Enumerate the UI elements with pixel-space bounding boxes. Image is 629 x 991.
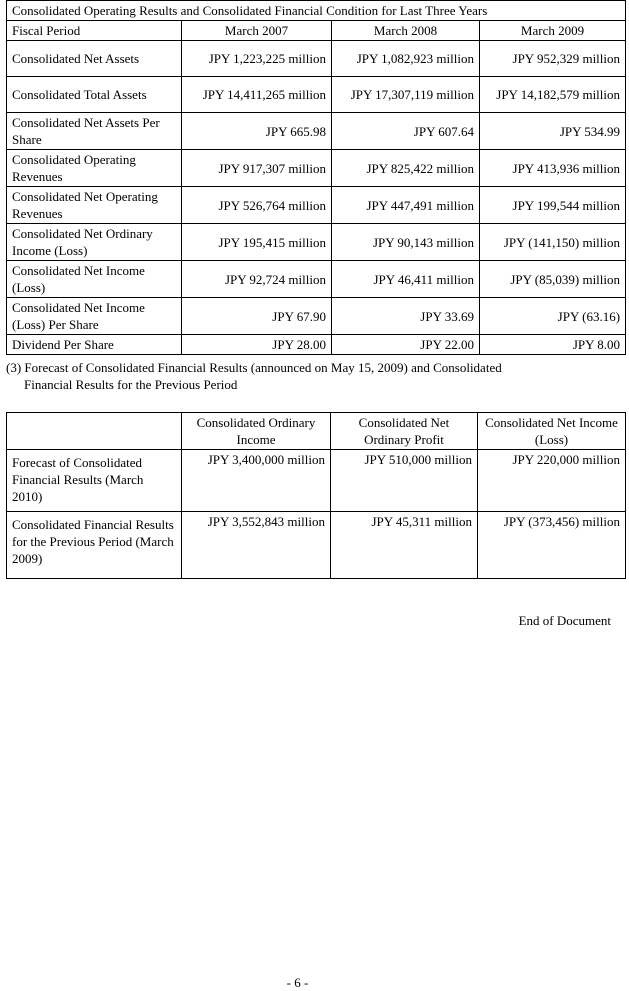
table-cell: JPY 45,311 million	[331, 512, 478, 579]
table-cell: JPY 3,552,843 million	[182, 512, 331, 579]
column-header: Fiscal Period	[7, 21, 182, 41]
table-cell: JPY 8.00	[480, 335, 626, 355]
column-header: March 2007	[182, 21, 332, 41]
column-header: March 2008	[332, 21, 480, 41]
column-header	[7, 413, 182, 450]
table-cell: JPY 526,764 million	[182, 187, 332, 224]
table-cell: JPY 14,411,265 million	[182, 77, 332, 113]
table-cell: JPY 220,000 million	[478, 450, 626, 512]
table-cell: JPY 3,400,000 million	[182, 450, 331, 512]
row-label: Consolidated Net Income (Loss) Per Share	[7, 298, 182, 335]
column-header: Consolidated Net Income (Loss)	[478, 413, 626, 450]
table-cell: JPY 1,223,225 million	[182, 41, 332, 77]
table-cell: JPY 952,329 million	[480, 41, 626, 77]
table-cell: JPY 199,544 million	[480, 187, 626, 224]
table-cell: JPY (63.16)	[480, 298, 626, 335]
row-label: Consolidated Total Assets	[7, 77, 182, 113]
row-label: Consolidated Net Ordinary Income (Loss)	[7, 224, 182, 261]
column-header: Consolidated Net Ordinary Profit	[331, 413, 478, 450]
table-cell: JPY 534.99	[480, 113, 626, 150]
end-of-document-note: End of Document	[518, 613, 611, 628]
table-cell: JPY 413,936 million	[480, 150, 626, 187]
table-row	[7, 298, 626, 335]
table-cell: JPY 195,415 million	[182, 224, 332, 261]
table-cell: JPY (85,039) million	[480, 261, 626, 298]
results-table-header-row	[7, 21, 626, 41]
forecast-heading-line2: Financial Results for the Previous Period	[24, 377, 238, 392]
table-row	[7, 77, 626, 113]
table-row	[7, 261, 626, 298]
table-row	[7, 450, 626, 512]
table-row	[7, 335, 626, 355]
page-number: - 6 -	[286, 975, 309, 990]
results-table	[6, 0, 626, 355]
table-cell: JPY 917,307 million	[182, 150, 332, 187]
forecast-table-header-row	[7, 413, 626, 450]
row-label: Forecast of Consolidated Financial Results (March 2010)	[7, 450, 182, 512]
table-cell: JPY 447,491 million	[332, 187, 480, 224]
table-cell: JPY 665.98	[182, 113, 332, 150]
results-table-caption: Consolidated Operating Results and Consolidated Financial Condition for Last Three Years	[7, 1, 626, 21]
column-header: March 2009	[480, 21, 626, 41]
forecast-section-heading	[6, 359, 606, 393]
table-cell: JPY 90,143 million	[332, 224, 480, 261]
row-label: Consolidated Net Income (Loss)	[7, 261, 182, 298]
table-cell: JPY 17,307,119 million	[332, 77, 480, 113]
table-row	[7, 150, 626, 187]
table-row	[7, 41, 626, 77]
table-cell: JPY 1,082,923 million	[332, 41, 480, 77]
table-row	[7, 224, 626, 261]
table-cell: JPY (141,150) million	[480, 224, 626, 261]
table-cell: JPY 28.00	[182, 335, 332, 355]
table-cell: JPY 510,000 million	[331, 450, 478, 512]
table-cell: JPY (373,456) million	[478, 512, 626, 579]
column-header: Consolidated Ordinary Income	[182, 413, 331, 450]
table-cell: JPY 33.69	[332, 298, 480, 335]
table-row	[7, 113, 626, 150]
row-label: Consolidated Financial Results for the Previous Period (March 2009)	[7, 512, 182, 579]
row-label: Consolidated Net Assets Per Share	[7, 113, 182, 150]
table-row	[7, 512, 626, 579]
table-cell: JPY 46,411 million	[332, 261, 480, 298]
table-cell: JPY 825,422 million	[332, 150, 480, 187]
forecast-heading-line1: (3) Forecast of Consolidated Financial Results (announced on May 15, 2009) and Consolidated	[6, 360, 502, 375]
row-label: Dividend Per Share	[7, 335, 182, 355]
table-cell: JPY 14,182,579 million	[480, 77, 626, 113]
forecast-table	[6, 412, 626, 579]
table-cell: JPY 92,724 million	[182, 261, 332, 298]
row-label: Consolidated Operating Revenues	[7, 150, 182, 187]
table-cell: JPY 607.64	[332, 113, 480, 150]
table-row	[7, 187, 626, 224]
row-label: Consolidated Net Assets	[7, 41, 182, 77]
row-label: Consolidated Net Operating Revenues	[7, 187, 182, 224]
table-cell: JPY 67.90	[182, 298, 332, 335]
table-cell: JPY 22.00	[332, 335, 480, 355]
